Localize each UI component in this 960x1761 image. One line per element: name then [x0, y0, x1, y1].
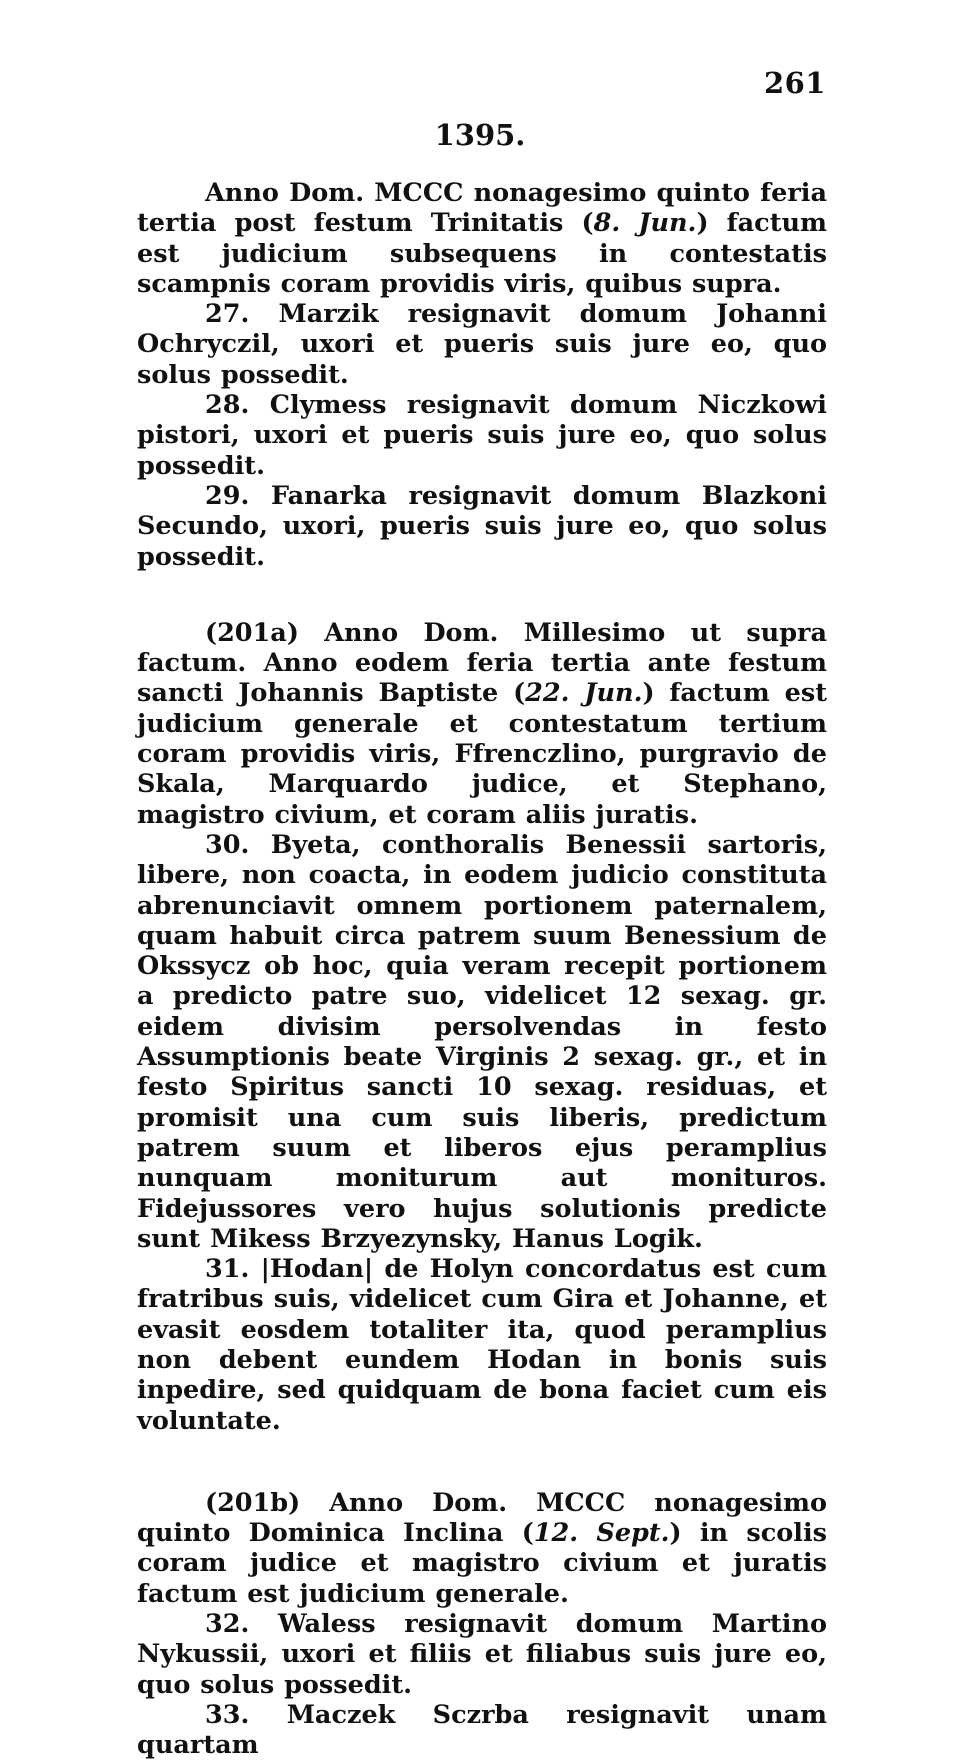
paragraph-intro-1395 — [137, 178, 827, 299]
text-span: 28. Clymess resignavit domum Niczkowi pistori, uxori et pueris suis jure eo, quo solus possedit. — [137, 390, 827, 481]
section-201a — [137, 618, 827, 1436]
text-span: 29. Fanarka resignavit domum Blazkoni Secundo, uxori, pueris suis jure eo, quo solus possedit. — [137, 480, 827, 572]
date-note: 12. Sept. — [533, 1518, 670, 1549]
section-1395 — [137, 178, 827, 572]
text-span: 32. Waless resignavit domum Martino Nykussii, uxori et filiis et filiabus suis jure eo, quo solus possedit. — [137, 1609, 827, 1700]
text-span: (201b) Anno Dom. MCCC nonagesimo quinto Dominica Inclina ( — [137, 1487, 827, 1549]
text-span: ) in scolis coram judice et magistro civium et juratis factum est judicium generale. — [137, 1518, 827, 1609]
text-body — [137, 178, 827, 1761]
text-span: Anno Dom. MCCC nonagesimo quinto feria tertia post festum Trinitatis ( — [137, 178, 827, 239]
paragraph-entry-30 — [137, 830, 827, 1254]
paragraph-intro-201b — [137, 1488, 827, 1609]
date-note: 22. Jun. — [525, 678, 643, 709]
text-span: ) factum est judicium generale et contestatum tertium coram providis viris, Ffrenczlino, purgravio de Skala, Marquardo judice, et Stephano, magistro civium, et coram aliis juratis. — [137, 678, 828, 830]
date-note: 8. Jun. — [593, 208, 697, 239]
paragraph-entry-29 — [137, 481, 827, 572]
section-201b — [137, 1488, 827, 1761]
text-span: 27. Marzik resignavit domum Johanni Ochryczil, uxori et pueris suis jure eo, quo solus possedit. — [137, 299, 827, 390]
text-span: (201a) Anno Dom. Millesimo ut supra factum. Anno eodem feria tertia ante festum sancti Johannis Baptiste ( — [137, 617, 827, 709]
text-span: ) factum est judicium subsequens in contestatis scampnis coram providis viris, quibus supra. — [137, 208, 827, 299]
year-heading: 1395. — [434, 118, 526, 152]
paragraph-entry-27 — [137, 299, 827, 390]
paragraph-entry-33 — [137, 1700, 827, 1761]
page-number: 261 — [763, 66, 826, 100]
paragraph-entry-32 — [137, 1609, 827, 1700]
paragraph-entry-31 — [137, 1254, 827, 1436]
text-span: 30. Byeta, conthoralis Benessii sartoris, libere, non coacta, in eodem judicio constituta abrenunciavit omnem portionem paternalem, quam habuit circa patrem suum Benessium de Okssycz ob hoc, quia veram recepit portionem a predicto patre suo, videlicet 12 sexag. gr. eidem divisim persolvendas in festo Assumptionis beate Virginis 2 sexag. gr., et in festo Spiritus sancti 10 sexag. residuas, et promisit una cum suis liberis, predictum patrem suum et liberos ejus peramplius nunquam moniturum aut monituros. Fidejussores vero hujus solutionis predicte sunt Mikess Brzyezynsky, Hanus Logik. — [137, 829, 827, 1254]
text-span: 31. |Hodan| de Holyn concordatus est cum fratribus suis, videlicet cum Gira et Johanne, et evasit eosdem totaliter ita, quod peramplius non debent eundem Hodan in bonis suis inpedire, sed quidquam de bona faciet cum eis voluntate. — [137, 1254, 827, 1436]
paragraph-entry-28 — [137, 390, 827, 481]
paragraph-intro-201a — [137, 618, 827, 830]
text-span: 33. Maczek Sczrba resignavit unam quartam — [137, 1699, 827, 1761]
